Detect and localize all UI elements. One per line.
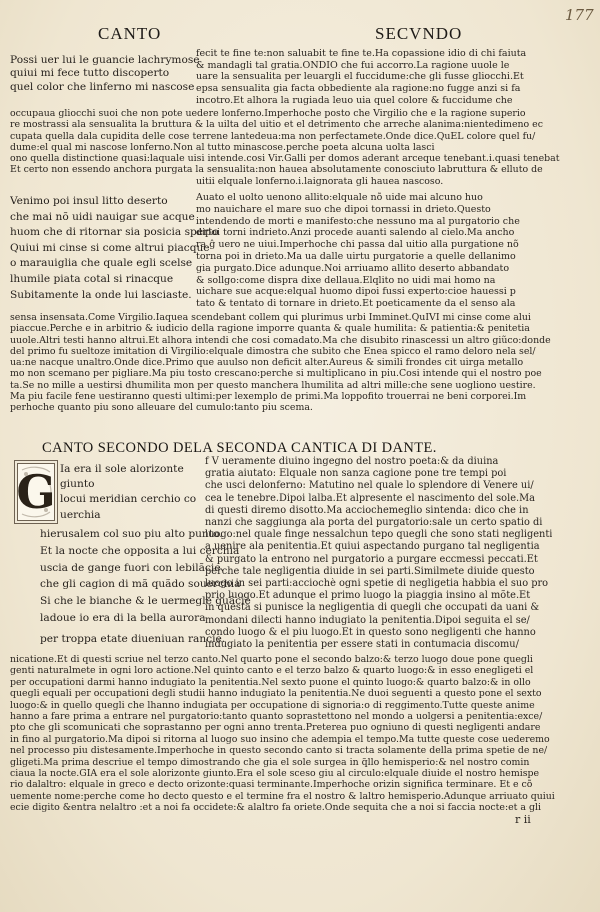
verse-line: Quiui mi cinse si come altrui piacque	[10, 241, 210, 254]
commentary-line: & sollgo:come dispra dixe dellaua.Elqlito no uidi mai homo na	[196, 274, 496, 286]
decorated-initial	[14, 460, 58, 524]
commentary-line: sensa insensata.Come Virgilio.Iaquea scendebant collem qui plurimus urbi Imminet.QuIVI mi cinse come alui	[10, 312, 531, 323]
commentary-line: epsa sensualita gia facta obbediente ala ragione:no fugge anzi si fa	[196, 83, 521, 95]
verse-line: Ia era il sole alorizonte	[60, 463, 184, 475]
commentary-line: genti naturalmete in ogni loro actione.Nel quinto canto e el terzo balzo & quarto luogo:& in esso enegligeti el	[10, 665, 534, 677]
commentary-line: nanzi che saggiunga ala porta del purgatorio:sale un certo spatio di	[205, 517, 543, 529]
commentary-line: ua:ne nacque unaltro.Onde dice.Primo que auulso non deficit alter.Aureus & simili frondes cit uirga metallo	[10, 357, 524, 369]
commentary-line: del primo fu sueltoze imitation di Virgilio:elquale dimostra che subito che Enea spicco el ramo deloro nela sel/	[10, 345, 536, 357]
verse-line: uscia de gange fuori con lebilãcie.	[40, 561, 224, 574]
running-head-right: SECVNDO	[375, 24, 463, 43]
commentary-line: uare la sensualita per leuargli el fuccidume:che gli fusse gliocchi.Et	[196, 71, 524, 83]
commentary-line: hanno a fare prima a entrare nel purgatorio:tanto quanto soprastettono nel mondo a uolgersi a penitentia:exce/	[10, 711, 543, 723]
commentary-line: occupaua gliocchi suoi che non pote uedere lonferno.Imperhoche posto che Virgilio che e la ragione superio	[10, 108, 526, 119]
commentary-line: Et certo non essendo anchora purgata la sensualita:non hauea absolutamente conosciuto labruttura & elluto de	[10, 164, 543, 176]
commentary-line: prio luogo.Et adunque el primo luogo la piaggia insino al mõte.Et	[205, 590, 531, 602]
commentary-line: luogo in sei parti:acciochè ogni spetie di negligetia habbia el suo pro	[205, 578, 549, 590]
signature-mark: r ii	[515, 813, 531, 826]
commentary-line: mondani dilecti hanno indugiato la penitentia.Dipoi seguita el se/	[205, 614, 530, 626]
verse-line: quiui mi fece tutto discoperto	[10, 67, 170, 80]
commentary-line: gia purgato.Dice adunque.Noi arriuamo allito deserto abbandato	[196, 262, 510, 274]
commentary-line: ciaua la nocte.GIA era el sole alorizonte giunto.Era el sole sceso giu al circulo:elquale diuide el nostro hemispe	[10, 768, 540, 780]
commentary-line: uitii elquale lonferno.i.laignorata gli hauea nascoso.	[196, 175, 444, 187]
commentary-line: nicatione.Et di questi scriue nel terzo canto.Nel quarto pone el secondo balzo:& terzo luogo doue pone quegli	[10, 654, 533, 665]
commentary-line: re mostrassi ala sensualita la bruttura & la uilta del uitio et el detrimento che arreche alanima:nientedimeno ec	[10, 119, 543, 131]
verse-line: Si che le bianche & le uermegle guãcie	[40, 595, 251, 608]
commentary-line: cea le tenebre.Dipoi lalba.Et alpresente el nascimento del sole.Ma	[205, 492, 535, 504]
commentary-line: in fino al purgatorio.Ma dipoi si ritorna al luogo suo insino che adempia el tempo.Ma tutte queste cose uederemo	[10, 733, 550, 745]
commentary-line: & mandagli tal gratia.ONDIO che fui accorro.La ragione uuole le	[196, 59, 510, 71]
commentary-line: ta.Se no mille a uestirsi dhumilita mon per questo manchera lhumilita ad altri mille:che sene uogliono uestire.	[10, 379, 536, 391]
verse-block-3a	[60, 462, 196, 523]
commentary-column-2	[196, 192, 520, 310]
commentary-line: pto che gli scomunicati che soprastanno per ogni anno trenta.Preterea puo ogniuno di questi negligenti andare	[10, 722, 541, 734]
commentary-line: cupata quella dala cupidita delle cose terrene lantedeua:ma non perfectamete.Onde dice.QuEL colore quel fu/	[10, 130, 536, 142]
commentary-line: f V ueramente diuino ingegno del nostro poeta:& da diuina	[205, 456, 499, 467]
commentary-line: intendendo de morti e manifesto:che nessuno ma al purgatorio che	[196, 215, 520, 227]
commentary-line: perhoche quanto piu sono alleuare del cumulo:tanto piu scema.	[10, 402, 313, 414]
commentary-line: ra ĝ uero ne uiui.Imperhoche chi passa dal uitio alla purgatione nõ	[196, 239, 519, 251]
commentary-line: fecit te fine te:non saluabit te fine te.Ha copassione idio di chi faiuta	[196, 48, 527, 59]
commentary-line: condo luogo & el piu luogo.Et in questo sono negligenti che hanno	[205, 626, 536, 638]
verse-line: huom che di ritornar sia posicia sperto	[10, 226, 219, 239]
commentary-full-1	[10, 108, 560, 187]
commentary-line: di questi diremo disotto.Ma acciochemeglio sintenda: dico che in	[205, 504, 529, 516]
commentary-line: dume:el qual mi nascose lonferno.Non al tutto minascose.perche poeta alcuna uolta lasci	[10, 141, 435, 153]
commentary-line: torna poi in drieto.Ma ua dalle uirtu purgatorie a quelle dellanimo	[196, 250, 516, 262]
verse-block-2	[10, 194, 219, 303]
verse-line: hierusalem col suo piu alto punto.	[40, 528, 223, 540]
commentary-line: perche tale negligentia diuide in sei parti.Similmete diuide questo	[205, 565, 535, 577]
verse-line: o marauiglia che quale egli scelse	[10, 257, 193, 270]
verse-line: per troppa etate diueniuan rancie.	[40, 632, 226, 645]
commentary-line: indugiato la penitentia per essere stati in contumacia discomu/	[205, 639, 519, 651]
commentary-column-3	[205, 456, 552, 651]
canto-title: CANTO SECONDO DELA SECONDA CANTICA DI DANTE.	[42, 440, 437, 456]
commentary-line: rio dalaltro: elquale in greco e decto orizonte:quasi terminante.Imperhoche orizin significa terminare. Et e cõ	[10, 779, 533, 791]
verse-line: Et la nocte che opposita a lui cerchia	[40, 544, 240, 557]
commentary-line: & purgato la entrono nel purgatorio a purgare eccmessi peccati.Et	[205, 553, 538, 565]
commentary-line: Ma piu facile fene uestiranno questi ultimi:per lexemplo de primi.Ma loppofito trouerrai ne beni corporei.Im	[10, 391, 527, 403]
running-head-left: CANTO	[98, 24, 162, 43]
commentary-line: tato & tentato di tornare in drieto.Et poeticamente da el senso ala	[196, 298, 516, 310]
folio-number: 177	[565, 6, 594, 24]
commentary-line: per occupationi darmi hanno indugiato la penitentia.Nel sexto puone el quinto luogo:& quarto balzo:& in ollo	[10, 676, 531, 688]
commentary-line: Auato el uolto uenono allito:elquale nõ uide mai alcuno huo	[196, 192, 483, 203]
commentary-line: uichare sue acque:elqual huomo dipoi fussi experto:cioe hauessi p	[196, 286, 516, 298]
verse-line: che mai nõ uidi nauigar sue acque	[10, 210, 195, 223]
commentary-line: quegli equali per occupationi degli studii hanno indugiato la penitentia.Ne duoi seguenti a questo pone el sexto	[10, 688, 542, 700]
commentary-line: dipoi torni indrieto.Anzi procede auanti salendo al cielo.Ma ancho	[196, 227, 515, 239]
commentary-line: nel processo piu distesamente.Imperhoche in questo secondo canto si tracta solamente della prima spetie de ne/	[10, 745, 548, 757]
commentary-line: uuole.Altri testi hanno altrui.Et alhora intendi che cosi comadato.Ma che disubito rinascessi un altro giũco:donde	[10, 334, 551, 346]
verse-line: ladoue io era di la bella aurora	[40, 611, 206, 624]
verse-line: lhumile piata cotal si rinacque	[10, 272, 174, 285]
commentary-line: mo nauichare el mare suo che dipoi tornassi in drieto.Questo	[196, 203, 491, 215]
verse-line: giunto	[60, 478, 95, 491]
commentary-line: a uenire ala penitentia.Et quiui aspectando purgano tal negligentia	[205, 541, 540, 553]
commentary-line: gratia aiutato: Elquale non sanza cagione pone tre tempi poi	[205, 468, 507, 480]
commentary-line: ono quella distinctione quasi:laquale uisi intende.cosi Vir.Galli per domos aderant arceque tenebant.i.quasi tenebat	[10, 153, 560, 165]
verse-line: quel color che linferno mi nascose	[10, 80, 195, 93]
commentary-full-2	[10, 312, 551, 414]
verse-line: Subitamente la onde lui lasciaste.	[10, 288, 192, 301]
commentary-line: ecie digito &entra nelaltro :et a noi fa occidete:& alaltro fa oriete.Onde sequita che a noi si faccia nocte:et a gli	[10, 802, 542, 814]
verse-line: uerchia	[60, 508, 101, 521]
commentary-line: che usci delonferno: Matutino nel quale lo splendore di Venere ui/	[205, 480, 534, 492]
verse-line: che gli cagion di mã quãdo souerchia	[40, 578, 241, 591]
commentary-full-3	[10, 654, 555, 825]
commentary-line: luogo:nel quale finge nessalchun tepo quegli che sono stati negligenti	[205, 529, 553, 541]
initial-letter: G	[16, 465, 56, 519]
verse-line: Possi uer lui le guancie lachrymose	[10, 54, 200, 66]
verse-block-1	[10, 54, 200, 94]
commentary-line: incotro.Et alhora la rugiada leuo uia quel colore & fuccidume che	[196, 94, 513, 106]
commentary-line: in questa si punisce la negligentia di quegli che occupati da uani &	[205, 602, 540, 614]
commentary-line: piaccue.Perche e in arbitrio & iudicio della ragione imporre quanta & quale humilita: & patientia:& penitetia	[10, 323, 530, 335]
commentary-line: gligeti.Ma prima descriue el tempo dimostrando che gia el sole surgea in q̃llo hemisperio:& nel nostro comin	[10, 756, 530, 768]
commentary-line: luogo:& in quello quegli che lhanno indugiata per occupatione di signoria:o di reggimento.Tutte queste anime	[10, 699, 535, 711]
commentary-line: uemente nome:perche come ho decto questo e el termine fra el nostro & laltro hemisperio.Adunque arriuato quiui	[10, 790, 555, 802]
verse-line: Venimo poi insul litto deserto	[10, 195, 168, 207]
verse-line: locui meridian cerchio co	[60, 493, 197, 506]
commentary-column-1	[196, 48, 526, 107]
commentary-line: mo non scemano per pigliare.Ma piu tosto crescano:perche si multiplicano in piu.Cosi intende qui el nostro poe	[10, 368, 542, 380]
